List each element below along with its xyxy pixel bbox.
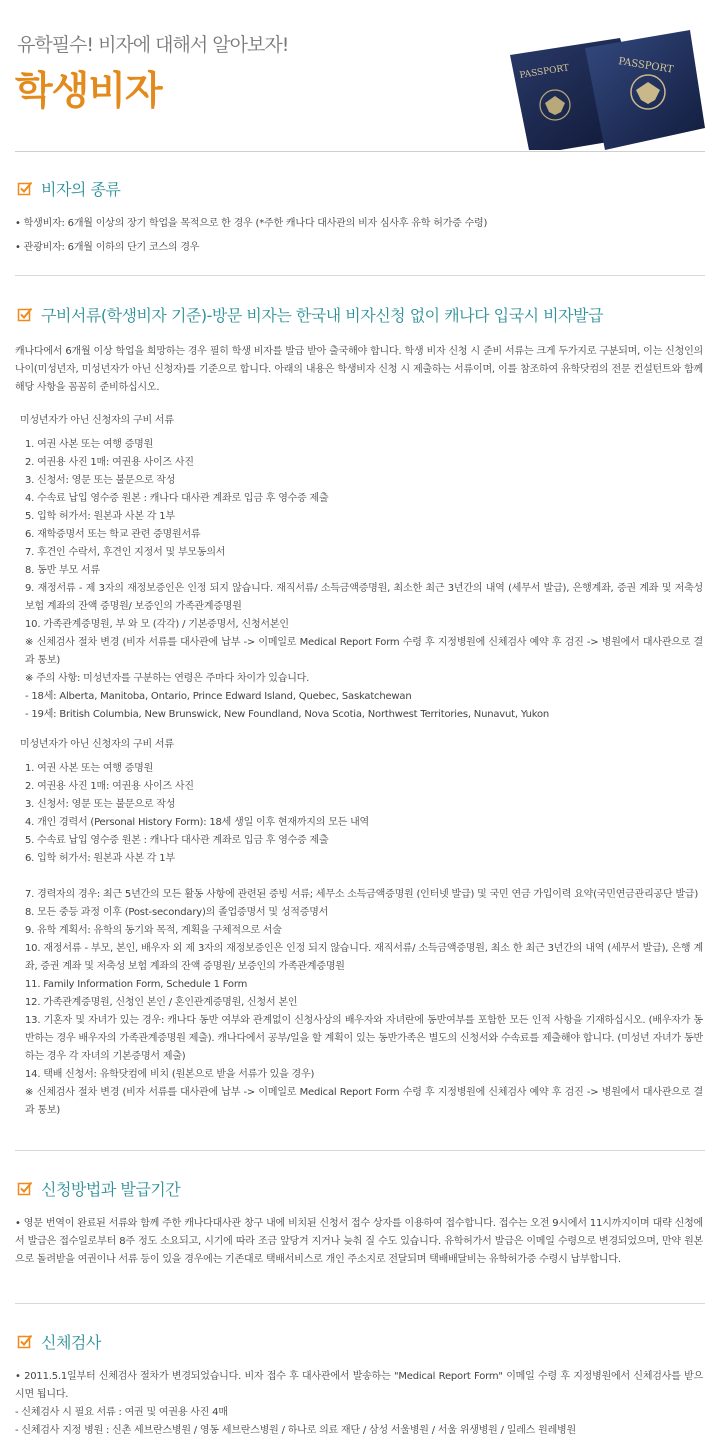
list-item: 7. 경력자의 경우: 최근 5년간의 모든 활동 사항에 관련된 증빙 서류; 세무소 소득금액증명원 (인터넷 발급) 및 국민 연금 가입이력 요약(국민연금관리공단 발급) — [25, 889, 699, 900]
list-item: 6. 입학 허가서: 원본과 사본 각 1부 — [25, 853, 175, 864]
checkbox-icon — [17, 1333, 33, 1349]
section-visa-types-header — [17, 176, 120, 200]
list-item: 14. 택배 신청서: 유학닷컴에 비치 (원본으로 받을 서류가 있을 경우) — [25, 1069, 315, 1080]
list-item: 1. 여권 사본 또는 여행 증명원 — [25, 763, 154, 774]
list-item: - 신체검사 시 필요 서류 : 여권 및 여권용 사진 4매 — [15, 1407, 228, 1418]
documents-intro: 캐나다에서 6개월 이상 학업을 희망하는 경우 필히 학생 비자를 발급 받아 출국해야 합니다. 학생 비자 신청 시 준비 서류는 크게 두가지로 구분되며, 이는 신청인의 나이(미성년자, 미성년자가 아닌 신청자)를 기준으로 합니다. 아래의 내용은 학생비자 신청 시 제출하는 서류이며, 이를 참조하여 유학닷컴의 전문 컨설턴트와 함께 해당 사항을 꼼꼼히 준비하십시오. — [15, 346, 703, 393]
list-item: 6. 재학증명서 또는 학교 관련 증명원서류 — [25, 529, 201, 540]
section-medical-header — [17, 1329, 101, 1353]
list-item: 11. Family Information Form, Schedule 1 Form — [25, 979, 248, 990]
checkbox-icon — [17, 180, 33, 196]
list-item: 13. 기혼자 및 자녀가 있는 경우: 캐나다 동반 여부와 관계없이 신청사상의 배우자와 자녀란에 동반여부를 포함한 모든 인적 사항을 기재하십시오. (배우자가 동반하는 경우 배우자의 가족관계증명원 제출). 캐나다에서 공부/일을 할 계획이 있는 동반가족은 별도의 신청서와 수속료를 제출해야 합니다. (미성년 자녀가 동반하는 경우 각 자녀의 기본증명서 제출) — [25, 1015, 703, 1062]
page-header — [0, 0, 720, 152]
note: - 18세: Alberta, Manitoba, Ontario, Prince Edward Island, Quebec, Saskatchewan — [25, 691, 412, 702]
list-item: 9. 재정서류 - 제 3자의 재정보증인은 인정 되지 않습니다. 재직서류/ 소득금액증명원, 최소한 최근 3년간의 내역 (세무서 발급), 은행계좌, 증권 계좌 및 저축성 보험 계좌의 잔액 증명원/ 보증인의 가족관계증명원 — [25, 583, 703, 612]
list-item: 4. 개인 경력서 (Personal History Form): 18세 생일 이후 현재까지의 모든 내역 — [25, 817, 370, 828]
list-item: 1. 여권 사본 또는 여행 증명원 — [25, 439, 154, 450]
list-item: 2. 여권용 사진 1매: 여권용 사이즈 사진 — [25, 781, 194, 792]
header-divider — [15, 151, 705, 152]
group-heading: 미성년자가 아닌 신청자의 구비 서류 — [20, 739, 174, 750]
note: ※ 신체검사 절차 변경 (비자 서류를 대사관에 납부 -> 이메일로 Medical Report Form 수령 후 지정병원에 신체검사 예약 후 검진 -> 병원에서 대사관으로 결과 통보) — [25, 1087, 703, 1116]
section-title: 신체검사 — [41, 1332, 101, 1352]
list-item: 3. 신청서: 영문 또는 불문으로 작성 — [25, 475, 176, 486]
section-divider — [15, 1303, 705, 1304]
note: - 19세: British Columbia, New Brunswick, New Foundland, Nova Scotia, Northwest Territories, Nunavut, Yukon — [25, 709, 550, 720]
list-item: • 학생비자: 6개월 이상의 장기 학업을 목적으로 한 경우 (*주한 캐나다 대사관의 비자 심사후 유학 허가증 수령) — [15, 218, 488, 229]
checkbox-icon — [17, 306, 33, 322]
passport-text-2: PASSPORT — [617, 56, 675, 76]
paragraph: • 2011.5.1일부터 신체검사 절차가 변경되었습니다. 비자 접수 후 대사관에서 발송하는 "Medical Report Form" 이메일 수령 후 지정병원에서 신체검사를 받으시면 됩니다. — [15, 1371, 703, 1400]
page-subtitle: 유학필수! 비자에 대해서 알아보자! — [17, 34, 289, 56]
section-divider — [15, 275, 705, 276]
list-item: - 신체검사 지정 병원 : 신촌 세브란스병원 / 영동 세브란스병원 / 하나로 의료 재단 / 삼성 서울병원 / 서울 위생병원 / 일레스 원레병원 — [15, 1425, 576, 1436]
list-item: 5. 수속료 납입 영수증 원본 : 캐나다 대사관 계좌로 입금 후 영수증 제출 — [25, 835, 329, 846]
section-title: 구비서류(학생비자 기준)-방문 비자는 한국내 비자신청 없이 캐나다 입국시 비자발급 — [41, 305, 603, 325]
note: ※ 주의 사항: 미성년자를 구분하는 연령은 주마다 차이가 있습니다. — [25, 673, 310, 684]
list-item: 5. 입학 허가서: 원본과 사본 각 1부 — [25, 511, 175, 522]
application-body: • 영문 번역이 완료된 서류와 함께 주한 캐나다대사관 창구 내에 비치된 신청서 접수 상자를 이용하여 접수합니다. 접수는 오전 9시에서 11시까지이며 대략 신청에서 발급은 접수일로부터 8주 정도 소요되고, 시기에 따라 조금 앞당겨 지거나 늦춰 질 수도 있습니다. 유학허가서 발급은 이메일 수령으로 변경되었으며, 만약 원본으로 돌려받을 여권이나 서류 등이 있을 경우에는 기존대로 택배서비스로 개인 주소지로 전달되며 택배배달비는 유학허가증 수령시 납부합니다. — [15, 1218, 703, 1265]
page-title: 학생비자 — [15, 69, 162, 114]
list-item: 9. 유학 계획서: 유학의 동기와 목적, 계획을 구체적으로 서술 — [25, 925, 282, 936]
passport-image — [500, 30, 705, 150]
section-application-header — [17, 1176, 180, 1200]
checkbox-icon — [17, 1180, 33, 1196]
list-item: 12. 가족관계증명원, 신청인 본인 / 혼인관계증명원, 신청서 본인 — [25, 997, 298, 1008]
list-item: 4. 수속료 납입 영수증 원본 : 캐나다 대사관 계좌로 입금 후 영수증 제출 — [25, 493, 329, 504]
section-documents-header — [17, 302, 603, 326]
group-heading: 미성년자가 아닌 신청자의 구비 서류 — [20, 415, 174, 426]
medical-body — [15, 1368, 703, 1440]
documents-group-1 — [15, 412, 703, 724]
list-item: 2. 여권용 사진 1매: 여권용 사이즈 사진 — [25, 457, 194, 468]
list-item: 7. 후견인 수락서, 후견인 지정서 및 부모동의서 — [25, 547, 226, 558]
documents-group-2 — [15, 736, 703, 1120]
section-divider — [15, 1150, 705, 1151]
visa-types-list — [15, 212, 703, 260]
list-item: • 관광비자: 6개월 이하의 단기 코스의 경우 — [15, 242, 200, 253]
passport-text-1: PASSPORT — [518, 63, 570, 81]
list-item: 8. 모든 중등 과정 이후 (Post-secondary)의 졸업증명서 및 성적증명서 — [25, 907, 329, 918]
section-title: 신청방법과 발급기간 — [41, 1179, 181, 1199]
list-item: 3. 신청서: 영문 또는 불문으로 작성 — [25, 799, 176, 810]
list-item: 8. 동반 부모 서류 — [25, 565, 100, 576]
list-item: 10. 재정서류 - 부모, 본인, 배우자 외 제 3자의 재정보증인은 인정 되지 않습니다. 재직서류/ 소득금액증명원, 최소 한 최근 3년간의 내역 (세무서 발급), 은행 계좌, 증권 계좌 및 저축성 보험 계좌의 잔액 증명원/ 보증인의 가족관계증명원 — [25, 943, 703, 972]
section-title: 비자의 종류 — [41, 179, 121, 199]
list-item: 10. 가족관계증명원, 부 와 모 (각각) / 기본증명서, 신청서본인 — [25, 619, 289, 630]
note: ※ 신체검사 절차 변경 (비자 서류를 대사관에 납부 -> 이메일로 Medical Report Form 수령 후 지정병원에 신체검사 예약 후 검진 -> 병원에서 대사관으로 결과 통보) — [25, 637, 703, 666]
